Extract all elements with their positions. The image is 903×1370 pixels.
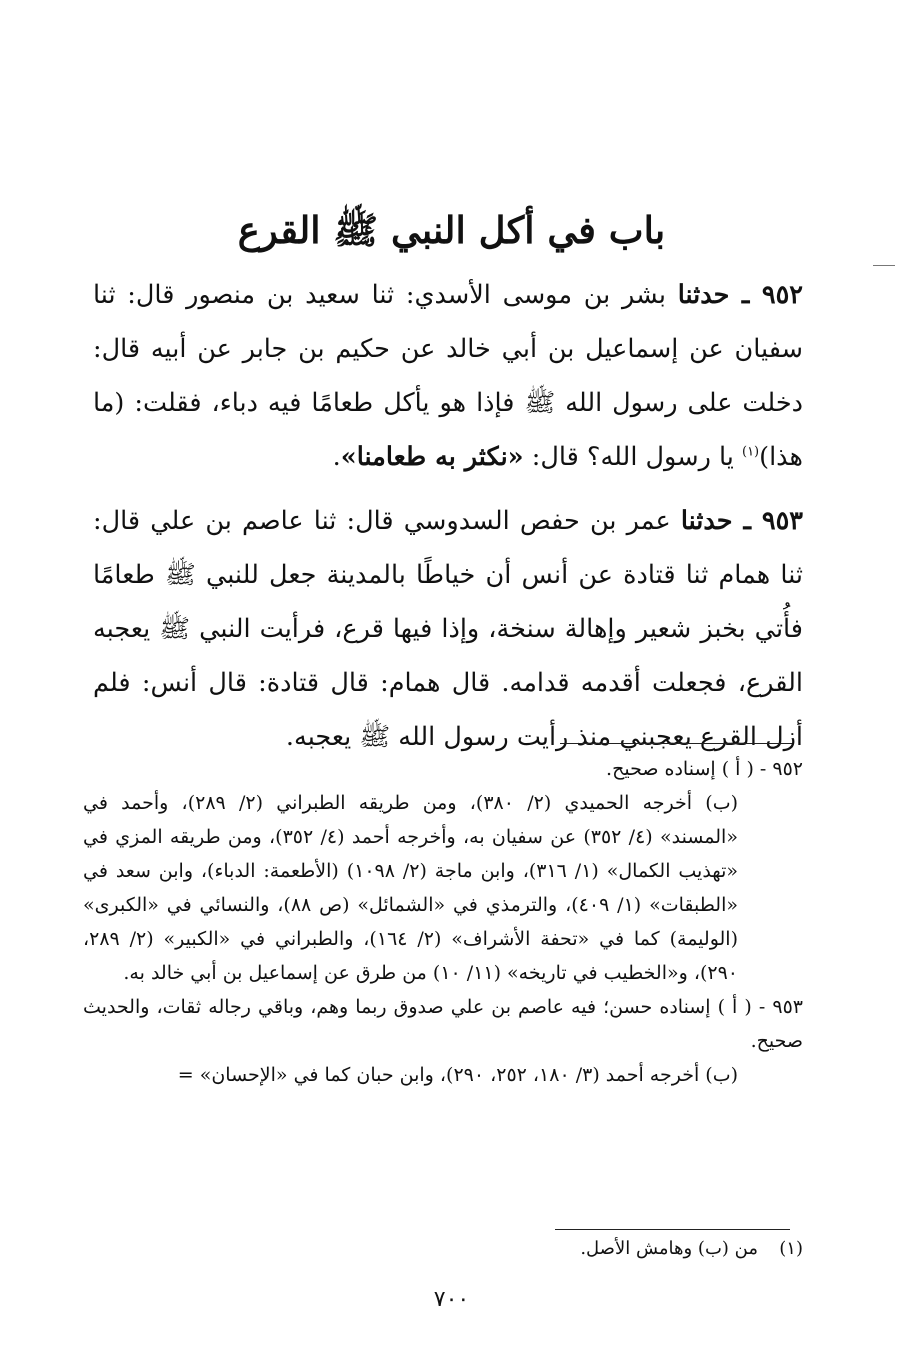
hadith-952 [93, 268, 803, 484]
note-953-b [83, 1058, 803, 1092]
note-text: (ب) أخرجه الحميدي (٢/ ٣٨٠)، ومن طريقه الطبراني (٢/ ٢٨٩)، وأحمد في «المسند» (٤/ ٣٥٢) عن سفيان به، وأخرجه أحمد (٤/ ٣٥٢)، ومن طريقه المزي في «تهذيب الكمال» (١/ ٣١٦)، وابن ماجة (٢/ ١٠٩٨) (الأطعمة: الدباء)، وابن سعد في «الطبقات» (١/ ٤٠٩)، والترمذي في «الشمائل» (ص ٨٨)، والنسائي في «الكبرى» (الوليمة) كما في «تحفة الأشراف» (٢/ ١٦٤)، والطبراني في «الكبير» (٢/ ٢٨٩، ٢٩٠)، و«الخطيب في تاريخه» (١١/ ١٠) من طرق عن إسماعيل بن أبي خالد به. [83, 792, 739, 984]
note-text: (ب) أخرجه أحمد (٣/ ١٨٠، ٢٥٢، ٢٩٠)، وابن حبان كما في «الإحسان» = [177, 1064, 738, 1086]
note-952-b [83, 786, 803, 990]
hadith-number-head: ٩٥٣ ـ حدثنا [680, 506, 803, 536]
footnote [503, 1232, 803, 1266]
hadith-text: . [332, 442, 341, 472]
commentary-notes [83, 752, 803, 1092]
hadith-text: بشر بن موسى الأسدي: ثنا سعيد بن منصور قال: ثنا سفيان عن إسماعيل بن أبي خالد عن حكيم بن جابر عن أبيه قال: دخلت على رسول الله ﷺ فإذا هو يأكل طعامًا فيه دباء، فقلت: (ما هذا) [93, 280, 803, 472]
hadith-number-head: ٩٥٢ ـ حدثنا [677, 280, 803, 310]
notes-divider [560, 743, 792, 744]
margin-mark [873, 265, 895, 266]
hadith-text: عمر بن حفص السدوسي قال: ثنا عاصم بن علي قال: ثنا همام ثنا قتادة عن أنس أن خياطًا بالمدينة جعل للنبي ﷺ طعامًا فأُتي بخبز شعير وإهالة سنخة، وإذا فيها قرع، فرأيت النبي ﷺ يعجبه القرع، فجعلت أقدمه قدامه. قال همام: قال قتادة: قال أنس: فلم أزل القرع يعجبني منذ رأيت رسول الله ﷺ يعجبه. [93, 506, 803, 752]
footnote-number: (١) [779, 1238, 803, 1259]
note-text: إسناده صحيح. [606, 758, 722, 780]
hadith-text: يا رسول الله؟ قال: [523, 442, 742, 472]
note-952-a [83, 752, 803, 786]
page-number: ٧٠٠ [433, 1287, 470, 1312]
hadith-953 [93, 494, 803, 764]
note-text: إسناده حسن؛ فيه عاصم بن علي صدوق ربما وهم، وباقي رجاله ثقات، والحديث صحيح. [83, 996, 803, 1052]
note-953-a [83, 990, 803, 1058]
main-text [93, 268, 803, 774]
note-label: ٩٥٢ - ( أ ) [721, 758, 803, 780]
note-label: ٩٥٣ - ( أ ) [717, 996, 803, 1018]
footnote-marker: (١) [741, 444, 760, 460]
footnote-text: من (ب) وهامش الأصل. [580, 1238, 758, 1259]
footnote-divider [555, 1229, 790, 1230]
chapter-title: باب في أكل النبي ﷺ القرع [237, 208, 666, 252]
prophet-quote: «نكثر به طعامنا» [340, 442, 524, 472]
